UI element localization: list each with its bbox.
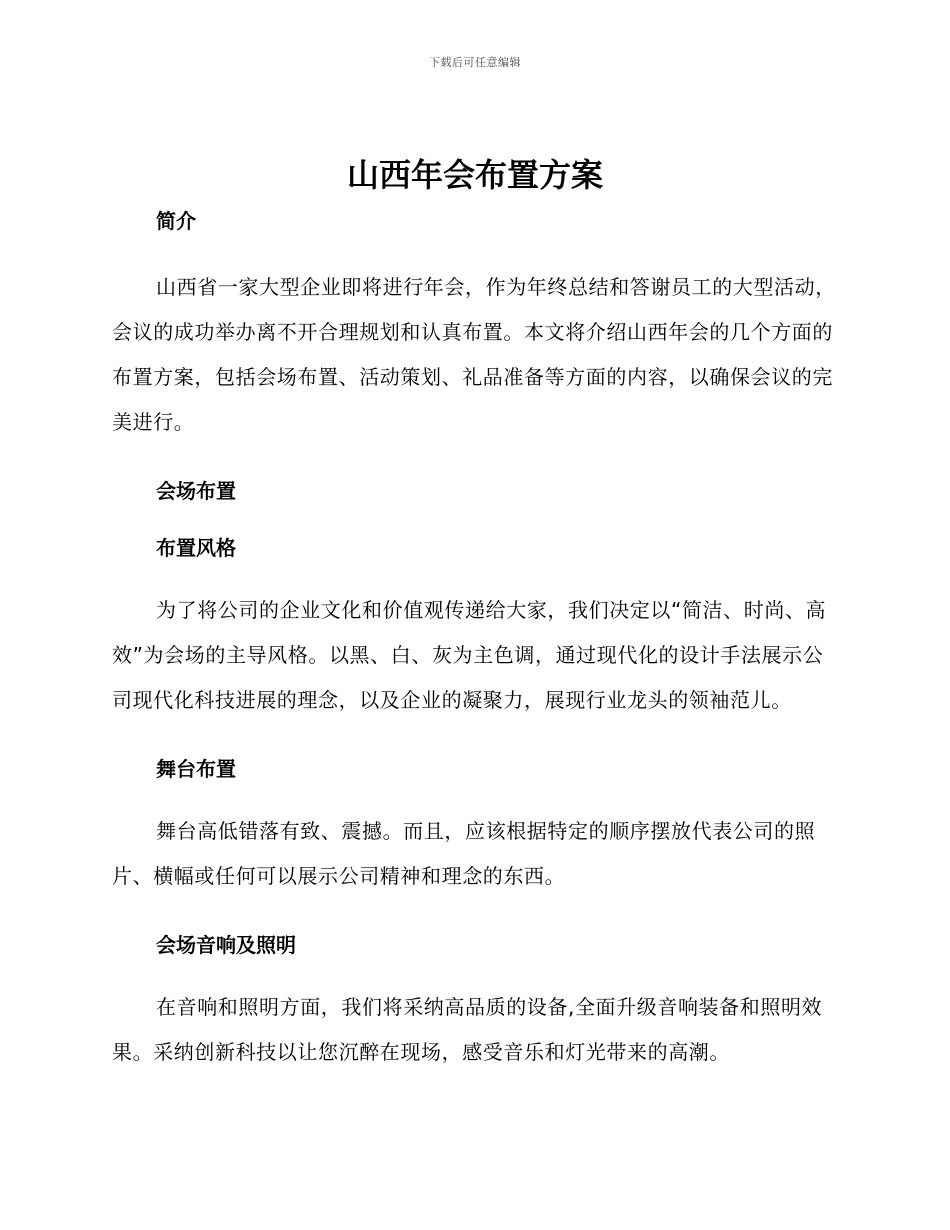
stage-heading: 舞台布置 xyxy=(156,757,236,781)
page-title: 山西年会布置方案 xyxy=(346,156,603,194)
intro-heading: 简介 xyxy=(156,209,196,233)
sound-lighting-heading: 会场音响及照明 xyxy=(156,933,296,957)
style-heading: 布置风格 xyxy=(156,536,236,560)
style-paragraph: 为了将公司的企业文化和价值观传递给大家，我们决定以“简洁、时尚、高效”为会场的主导风格。以黑、白、灰为主色调，通过现代化的设计手法展示公司现代化科技进展的理念，以及企业的凝聚力，展现行业龙头的领袖范儿。 xyxy=(112,598,827,712)
document-body xyxy=(112,205,836,1075)
stage-paragraph: 舞台高低错落有致、震撼。而且，应该根据特定的顺序摆放代表公司的照片、横幅或任何可以展示公司精神和理念的东西。 xyxy=(112,819,816,888)
header-note: 下载后可任意编辑 xyxy=(429,56,521,69)
sound-lighting-paragraph: 在音响和照明方面，我们将采纳高品质的设备,全面升级音响装备和照明效果。采纳创新科技以让您沉醉在现场，感受音乐和灯光带来的高潮。 xyxy=(112,995,823,1064)
intro-paragraph: 山西省一家大型企业即将进行年会，作为年终总结和答谢员工的大型活动，会议的成功举办离不开合理规划和认真布置。本文将介绍山西年会的几个方面的布置方案，包括会场布置、活动策划、礼品准备等方面的内容，以确保会议的完美进行。 xyxy=(112,275,836,434)
venue-heading: 会场布置 xyxy=(156,479,236,503)
